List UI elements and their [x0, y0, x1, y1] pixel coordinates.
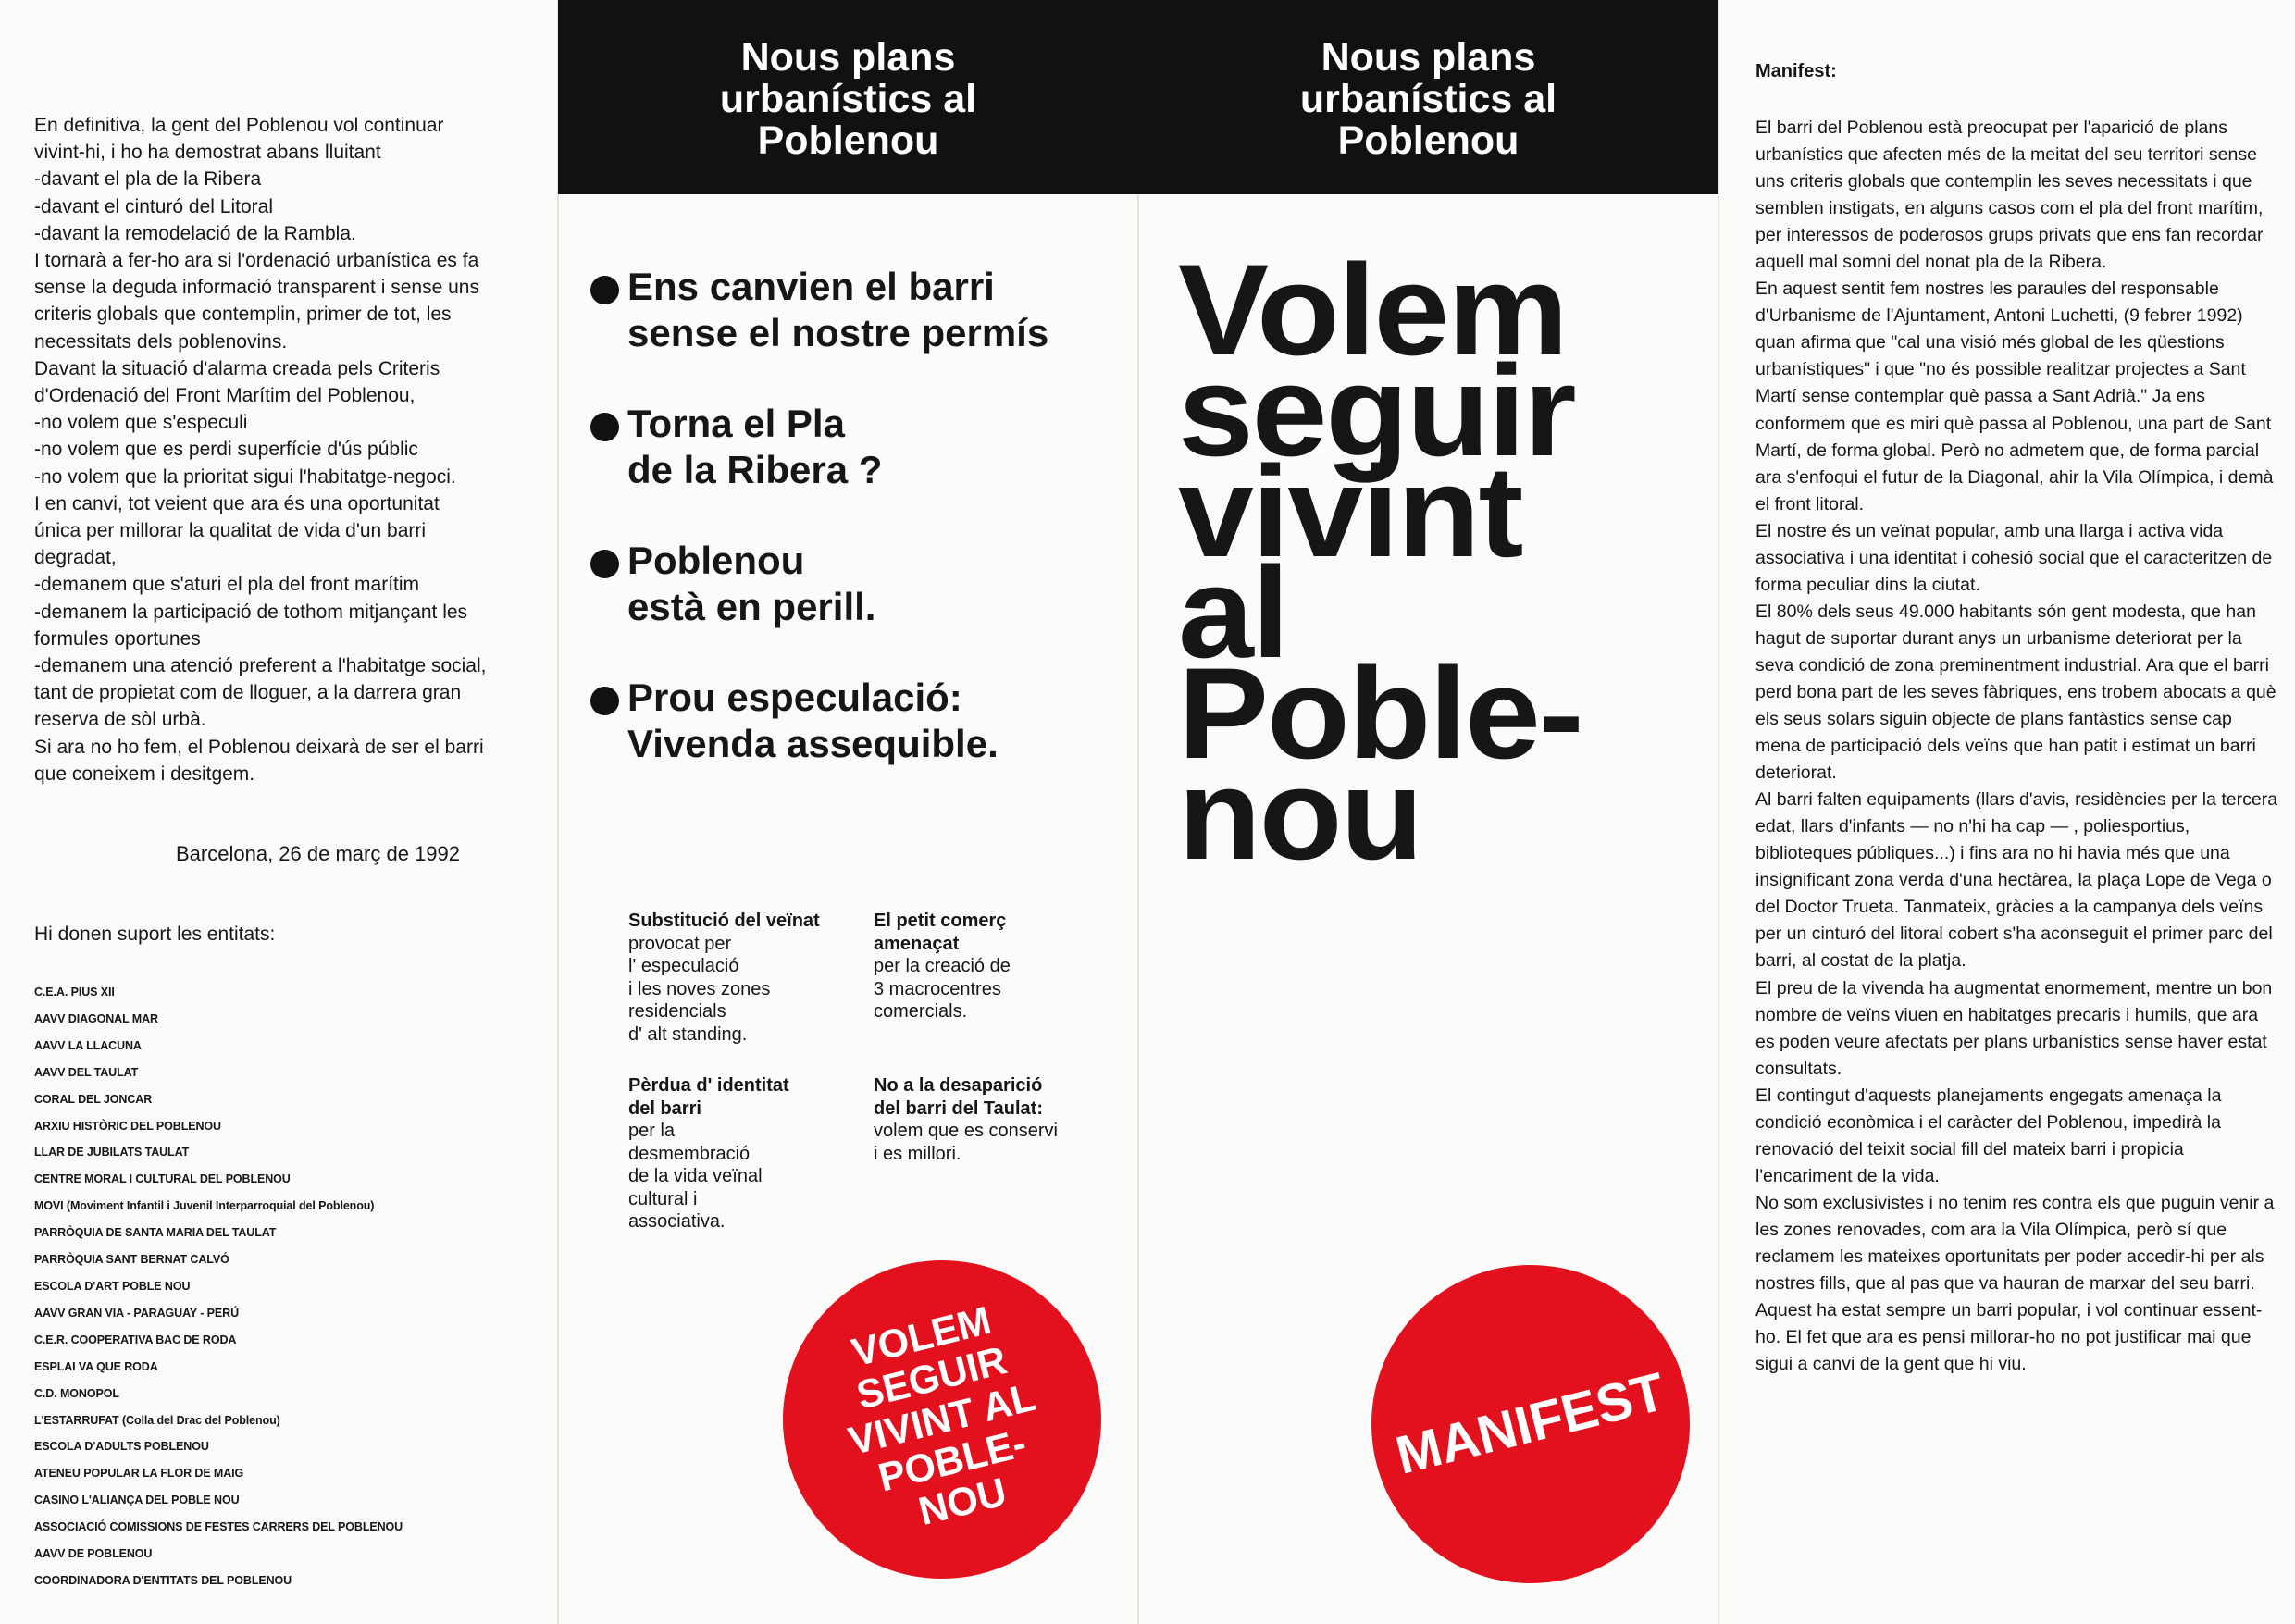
bullet-dot-icon	[590, 413, 619, 441]
slogan-item	[590, 675, 1136, 767]
entity-item: C.E.R. COOPERATIVA BAC DE RODA	[34, 1333, 237, 1346]
support-heading: Hi donen suport les entitats:	[34, 924, 276, 945]
main-title: Volem seguir vivint al Poble- nou	[1178, 237, 1582, 886]
concern-title: Substitució del veïnat	[628, 911, 820, 931]
concern-body: per la desmembració de la vida veïnal cultural i associativa.	[628, 1121, 763, 1232]
slogan-text: Ens canvien el barri sense el nostre permís	[627, 265, 1049, 354]
entity-item: ATENEU POPULAR LA FLOR DE MAIG	[34, 1467, 244, 1481]
header-banner: Nous plans urbanístics al Poblenou	[558, 0, 1138, 194]
entity-item: COORDINADORA D'ENTITATS DEL POBLENOU	[34, 1573, 292, 1587]
entity-item: LLAR DE JUBILATS TAULAT	[34, 1146, 190, 1159]
bullet-dot-icon	[590, 276, 619, 304]
manifest-paragraph: En aquest sentit fem nostres les paraules del responsable d'Urbanisme de l'Ajuntament, Antoni Luchetti, (9 febrer 1992) quan afirma que "cal una visió més global de les qüestions urbanístiques" i que "no és possible realitzar projectes a Sant Martí sense contemplar què passa a Sant Adrià." Ja ens conformem que es miri què passa al Poblenou, una part de Sant Martí, de forma global. Però no admetem que, de forma parcial ara s'enfoqui el futur de la Diagonal, ahir la Vila Olímpica, i demà el front litoral.	[1755, 279, 2274, 514]
concern-block	[874, 910, 1114, 1023]
concern-title: Pèrdua d' identitat del barri	[628, 1075, 789, 1119]
manifest-heading: Manifest:	[1755, 61, 1837, 81]
bullet-dot-icon	[590, 687, 619, 715]
slogan-text: Poblenou està en perill.	[627, 539, 876, 628]
panel-center-right	[1138, 0, 1718, 1624]
entity-item: ESCOLA D'ART POBLE NOU	[34, 1279, 191, 1293]
panel-center-left	[558, 0, 1138, 1624]
concern-block	[628, 910, 869, 1046]
concern-body: per la creació de 3 macrocentres comercials.	[874, 956, 1011, 1022]
entity-item: ESPLAI VA QUE RODA	[34, 1359, 158, 1373]
entity-item: L'ESTARRUFAT (Colla del Drac del Poblenou)	[34, 1413, 280, 1427]
entity-item: C.D. MONOPOL	[34, 1386, 119, 1400]
manifest-paragraph: El barri del Poblenou està preocupat per l'aparició de plans urbanístics que afecten més de la meitat del seu territori sense uns criteris globals que contemplin les seves necessitats i que semblen instigats, en alguns casos com el pla del front marítim, per interessos de poderosos grups privats que ens fan recordar aquell mal somni del nonat pla de la Ribera.	[1755, 118, 2264, 273]
entity-item: AAVV DIAGONAL MAR	[34, 1011, 158, 1025]
entity-item: AAVV DEL TAULAT	[34, 1065, 139, 1079]
date-line: Barcelona, 26 de març de 1992	[176, 842, 460, 865]
header-banner: Nous plans urbanístics al Poblenou	[1138, 0, 1718, 194]
entity-item: AAVV LA LLACUNA	[34, 1038, 142, 1052]
entity-item: PARRÒQUIA DE SANTA MARIA DEL TAULAT	[34, 1226, 277, 1240]
manifest-paragraph: Al barri falten equipaments (llars d'avis, residències per la tercera edat, llars d'infants — no n'hi ha cap — , poliesportius, biblioteques públiques...) i fins ara no hi havia més que una insignificant zona verda d'una hectàrea, la plaça Lope de Vega o del Doctor Trueta. Tanmateix, gràcies a la campanya dels veïns per un cinturó del litoral cobert s'ha aconseguit el primer parc del barri, al costat de la platja.	[1755, 789, 2278, 972]
entity-item: CORAL DEL JONCAR	[34, 1092, 153, 1106]
manifest-paragraph: El contingut d'aquests planejaments engegats amenaça la condició econòmica i el caràcter del Poblenou, impedirà la renovació del teixit social fill del mateix barri i propicia l'encariment de la vida.	[1755, 1085, 2222, 1186]
concern-title: No a la desaparició del barri del Taulat:	[874, 1075, 1043, 1119]
slogan-text: Torna el Pla de la Ribera ?	[627, 402, 883, 491]
slogan-item	[590, 401, 1136, 493]
entity-item: ARXIU HISTÒRIC DEL POBLENOU	[34, 1119, 221, 1133]
manifest-paragraph: El preu de la vivenda ha augmentat enormement, mentre un bon nombre de veïns viuen en habitatges precaris i humils, que ara es poden veure afectats per plans urbanístics sense haver estat consultats.	[1755, 977, 2273, 1079]
manifest-badge	[1371, 1265, 1690, 1583]
entity-item: ESCOLA D'ADULTS POBLENOU	[34, 1440, 209, 1454]
slogan-list	[590, 264, 1136, 812]
entity-item: PARRÒQUIA SANT BERNAT CALVÓ	[34, 1253, 230, 1267]
manifest-paragraph: El nostre és un veïnat popular, amb una llarga i activa vida associativa i una identitat i cohesió social que el caracteritzen de forma peculiar dins la ciutat.	[1755, 520, 2273, 595]
entity-item: CENTRE MORAL I CULTURAL DEL POBLENOU	[34, 1172, 291, 1186]
concern-body: volem que es conservi i es millori.	[874, 1121, 1058, 1164]
entity-item: AAVV GRAN VIA - PARAGUAY - PERÚ	[34, 1306, 240, 1320]
panel-left	[0, 0, 558, 1624]
slogan-item	[590, 264, 1136, 356]
concern-block	[628, 1074, 869, 1233]
entity-item: CASINO L'ALIANÇA DEL POBLE NOU	[34, 1494, 240, 1507]
slogan-text: Prou especulació: Vivenda assequible.	[627, 676, 999, 765]
bullet-dot-icon	[590, 550, 619, 578]
entity-item: AAVV DE POBLENOU	[34, 1547, 153, 1561]
panel-right	[1718, 0, 2295, 1624]
concern-block	[874, 1074, 1114, 1165]
entity-list	[34, 979, 403, 1594]
entity-item: ASSOCIACIÓ COMISSIONS DE FESTES CARRERS DEL POBLENOU	[34, 1520, 403, 1534]
manifest-paragraph: Aquest ha estat sempre un barri popular, i vol continuar essent-ho. El fet que ara es pensi millorar-ho no pot justificar mai que sigui a canvi de la gent que hi viu.	[1755, 1300, 2263, 1375]
intro-text: En definitiva, la gent del Poblenou vol continuar vivint-hi, i ho ha demostrat abans lluitant -davant el pla de la Ribera -davant el cinturó del Litoral -davant la remodelació de la Rambla. I tornarà a fer-ho ara si l'ordenació urbanística es fa sense la deguda informació transparent i sense uns criteris globals que contemplin, primer de tot, les necessitats dels poblenovins. Davant la situació d'alarma creada pels Criteris d'Ordenació del Front Marítim del Poblenou, -no volem que s'especuli -no volem que es perdi superfície d'ús públic -no volem que la prioritat sigui l'habitatge-negoci. I en canvi, tot veient que ara és una oportunitat única per millorar la qualitat de vida d'un barri degradat, -demanem que s'aturi el pla del front marítim -demanem la participació de tothom mitjançant les formules oportunes -demanem una atenció preferent a l'habitatge social, tant de propietat com de lloguer, a la darrera gran reserva de sòl urbà. Si ara no ho fem, el Poblenou deixarà de ser el barri que coneixem i desitgem.	[34, 115, 487, 785]
manifest-paragraph: No som exclusivistes i no tenim res contra els que puguin venir a les zones renovades, com ara la Vila Olímpica, però sí que reclamem les mateixes oportunitats per poder accedir-hi per als nostres fills, que al pas que va hauran de marxar del seu barri.	[1755, 1192, 2275, 1295]
manifest-paragraph: El 80% dels seus 49.000 habitants són gent modesta, que han hagut de suportar durant anys un urbanisme deteriorat per la seva condició de zona preminentment industrial. Ara que el barri perd bona part de les seves fàbriques, ens trobem abocats a què els seus solars siguin objecte de plans fantàstics sense cap mena de participació dels veïns que han patit i estimat un barri deteriorat.	[1755, 601, 2276, 784]
concern-title: El petit comerç amenaçat	[874, 911, 1007, 954]
manifest-body	[1755, 115, 2280, 1378]
concern-body: provocat per l' especulació i les noves zones residencials d' alt standing.	[628, 933, 771, 1045]
entity-item: MOVI (Moviment Infantil i Juvenil Interparroquial del Poblenou)	[34, 1199, 375, 1213]
entity-item: C.E.A. PIUS XII	[34, 986, 115, 998]
slogan-item	[590, 538, 1136, 630]
slogan-badge-text: VOLEM SEGUIR VIVINT AL POBLE- NOU	[844, 1297, 1040, 1535]
slogan-badge	[783, 1260, 1101, 1579]
manifest-badge-text: MANIFEST	[1390, 1361, 1671, 1486]
